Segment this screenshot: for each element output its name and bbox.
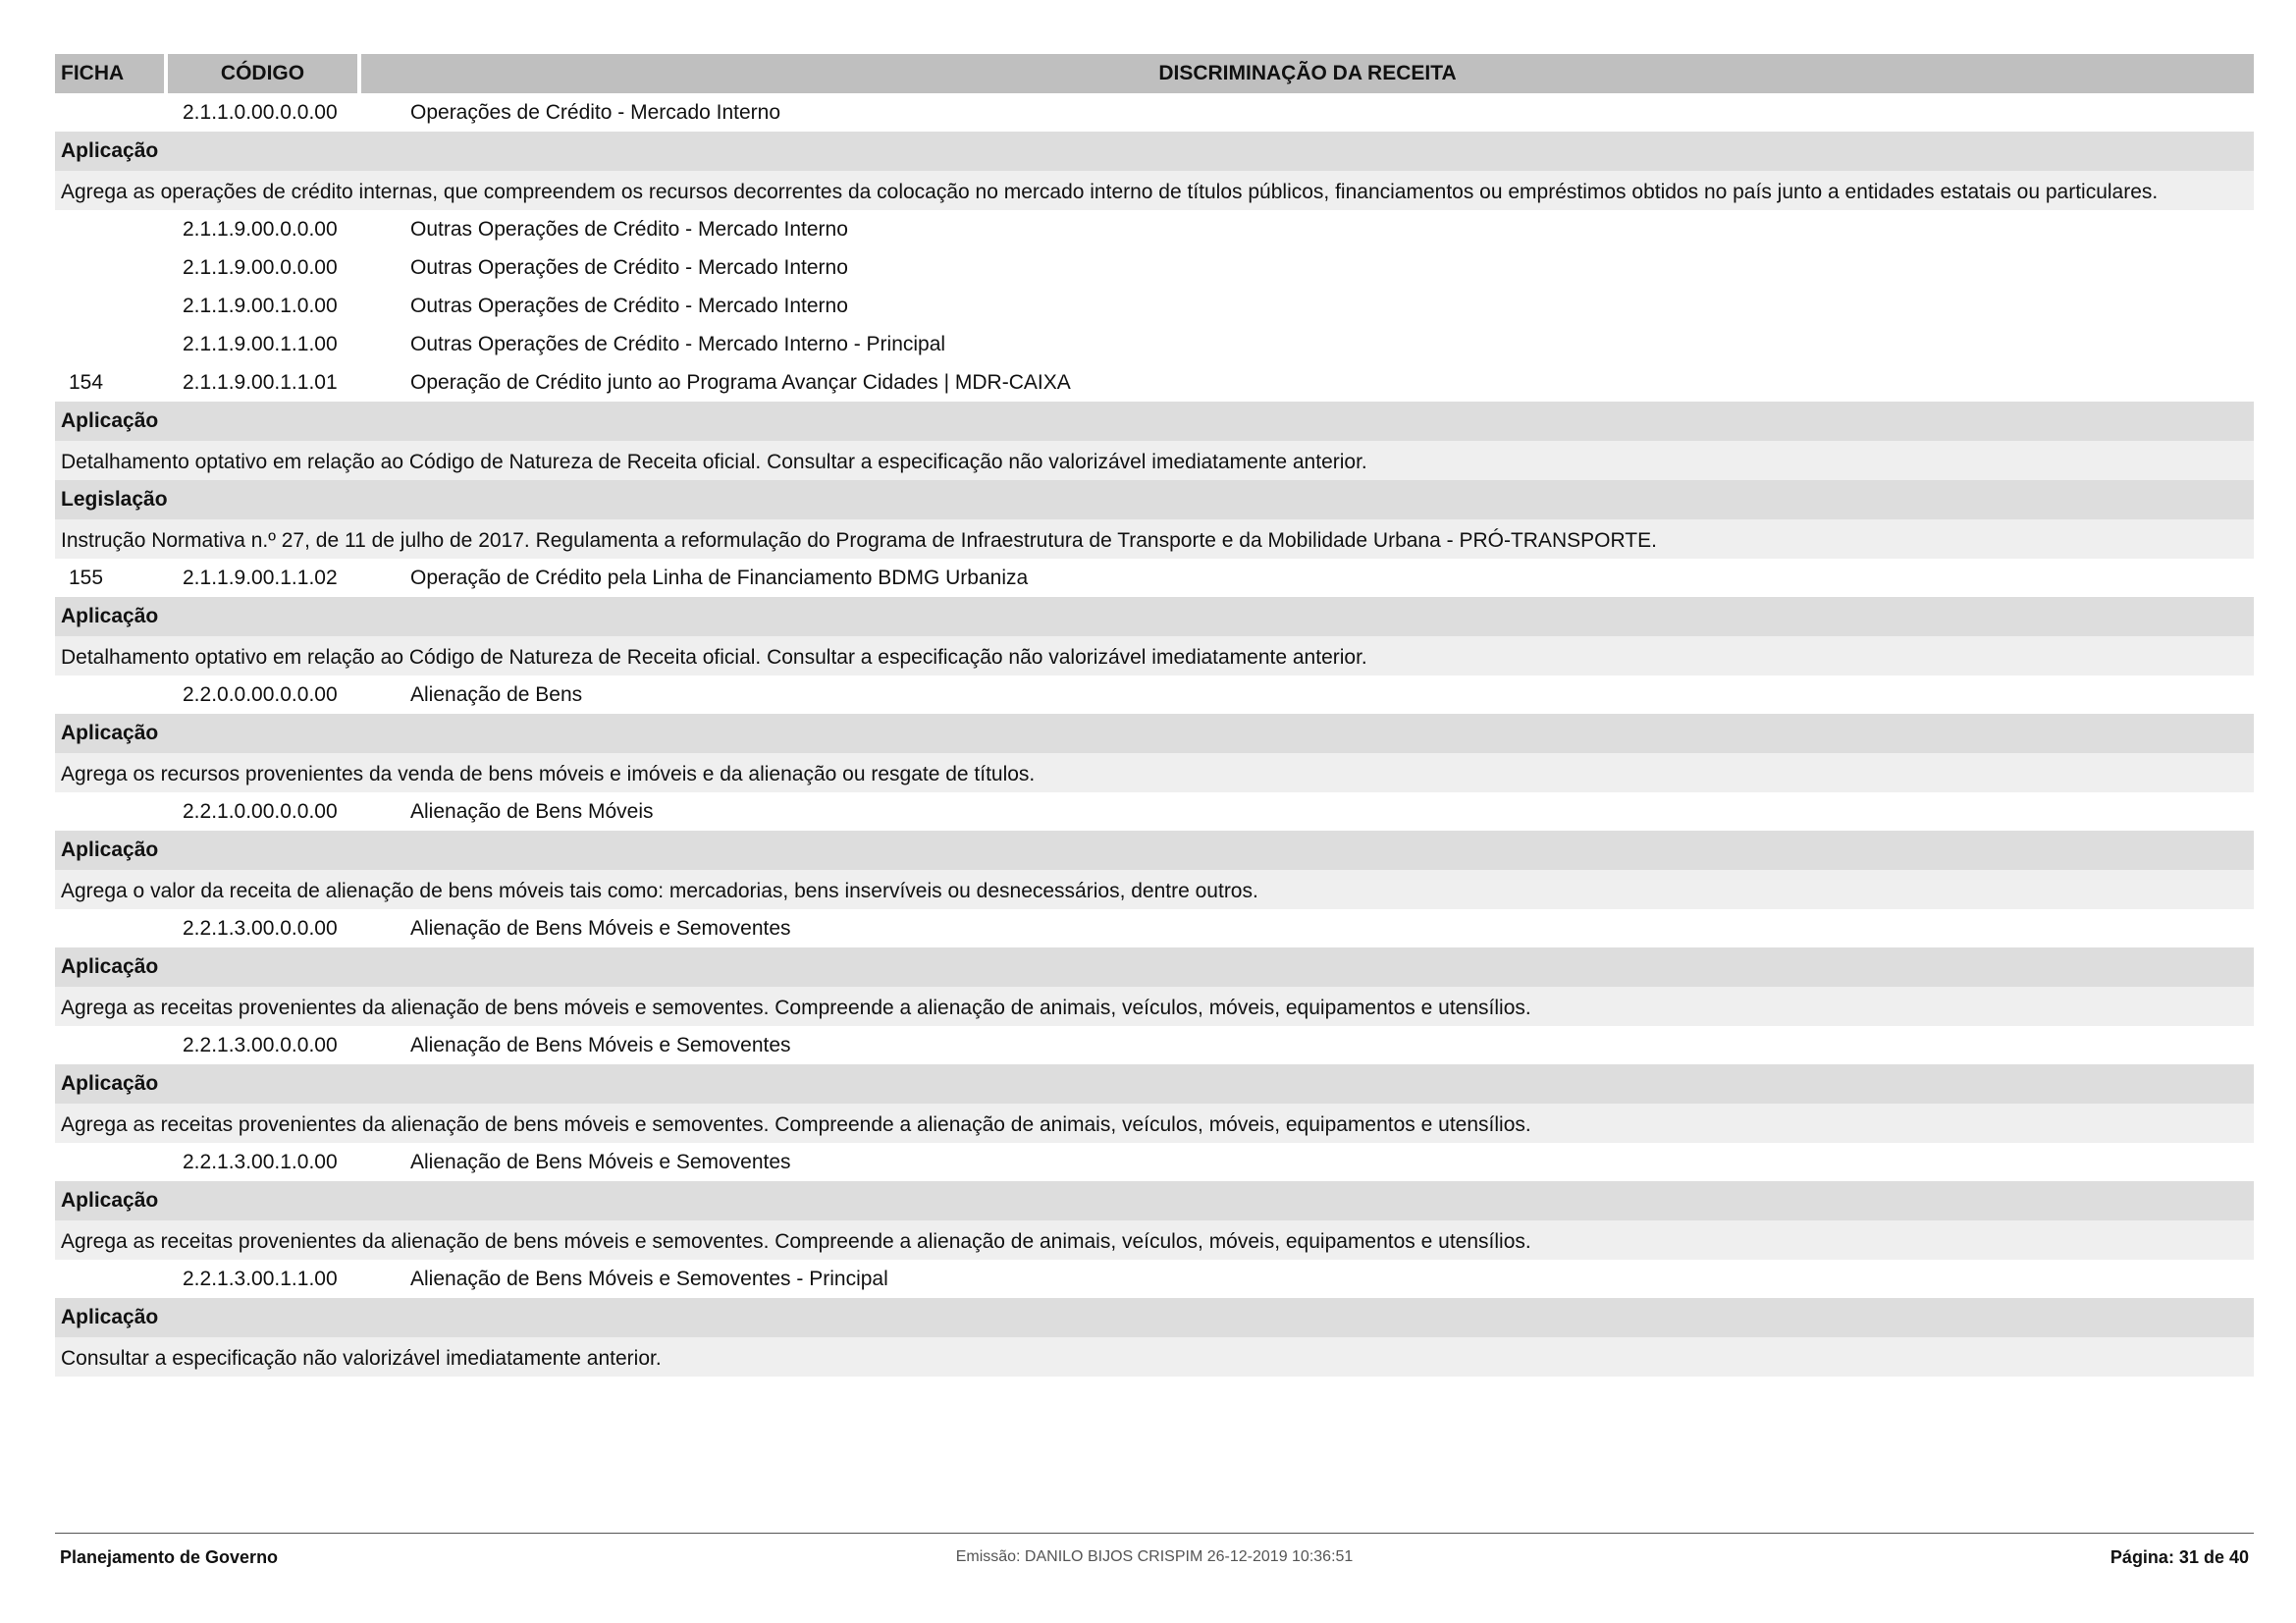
descricao-cell: Alienação de Bens Móveis [410, 799, 654, 823]
section-text: Consultar a especificação não valorizável imediatamente anterior. [55, 1337, 2254, 1377]
descricao-cell: Outras Operações de Crédito - Mercado Interno [410, 217, 848, 241]
codigo-cell: 2.1.1.0.00.0.0.00 [183, 100, 338, 124]
descricao-cell: Operações de Crédito - Mercado Interno [410, 100, 781, 124]
header-ficha: FICHA [55, 54, 164, 93]
table-row [55, 909, 2254, 947]
codigo-cell: 2.1.1.9.00.0.0.00 [183, 255, 338, 279]
table-row [55, 1026, 2254, 1064]
page-footer [60, 1542, 2249, 1572]
table-header [55, 54, 2254, 93]
table-row [55, 1260, 2254, 1298]
descricao-cell: Alienação de Bens Móveis e Semoventes [410, 916, 791, 940]
ficha-cell: 155 [69, 566, 104, 589]
section-label: Aplicação [55, 402, 2254, 441]
table-row [55, 559, 2254, 597]
section-text: Agrega as receitas provenientes da alienação de bens móveis e semoventes. Compreende a alienação de animais, veículos, móveis, equipamentos e utensílios. [55, 987, 2254, 1026]
footer-emission: Emissão: DANILO BIJOS CRISPIM 26-12-2019 10:36:51 [955, 1548, 1354, 1565]
codigo-cell: 2.1.1.9.00.1.1.00 [183, 332, 338, 355]
section-label: Aplicação [55, 132, 2254, 171]
codigo-cell: 2.1.1.9.00.1.1.01 [183, 370, 338, 394]
document-page [55, 54, 2254, 1377]
descricao-cell: Alienação de Bens Móveis e Semoventes [410, 1150, 791, 1173]
descricao-cell: Operação de Crédito junto ao Programa Avançar Cidades | MDR-CAIXA [410, 370, 1071, 394]
section-text: Agrega o valor da receita de alienação de bens móveis tais como: mercadorias, bens inservíveis ou desnecessários, dentre outros. [55, 870, 2254, 909]
table-row [55, 792, 2254, 831]
codigo-cell: 2.2.1.3.00.0.0.00 [183, 1033, 338, 1056]
footer-department: Planejamento de Governo [60, 1546, 279, 1567]
table-row [55, 1143, 2254, 1181]
ficha-cell: 154 [69, 370, 104, 394]
descricao-cell: Operação de Crédito pela Linha de Financiamento BDMG Urbaniza [410, 566, 1029, 589]
descricao-cell: Alienação de Bens Móveis e Semoventes - Principal [410, 1267, 888, 1290]
section-label: Aplicação [55, 1298, 2254, 1337]
table-body [55, 93, 2254, 1377]
descricao-cell: Outras Operações de Crédito - Mercado Interno - Principal [410, 332, 946, 355]
descricao-cell: Alienação de Bens [410, 682, 583, 706]
header-descricao: DISCRIMINAÇÃO DA RECEITA [361, 54, 2254, 93]
footer-page-number: Página: 31 de 40 [2109, 1546, 2249, 1567]
codigo-cell: 2.2.1.3.00.0.0.00 [183, 916, 338, 940]
section-text: Detalhamento optativo em relação ao Código de Natureza de Receita oficial. Consultar a especificação não valorizável imediatamente anterior. [55, 636, 2254, 676]
section-text: Agrega as operações de crédito internas, que compreendem os recursos decorrentes da colocação no mercado interno de títulos públicos, financiamentos ou empréstimos obtidos no país junto a entidades estatais ou particulares. [55, 171, 2254, 210]
table-row [55, 210, 2254, 248]
codigo-cell: 2.1.1.9.00.1.1.02 [183, 566, 338, 589]
descricao-cell: Alienação de Bens Móveis e Semoventes [410, 1033, 791, 1056]
table-row [55, 248, 2254, 287]
table-row [55, 325, 2254, 363]
descricao-cell: Outras Operações de Crédito - Mercado Interno [410, 294, 848, 317]
section-label: Aplicação [55, 714, 2254, 753]
header-codigo: CÓDIGO [168, 54, 357, 93]
section-label: Legislação [55, 480, 2254, 519]
section-label: Aplicação [55, 1064, 2254, 1104]
codigo-cell: 2.1.1.9.00.1.0.00 [183, 294, 338, 317]
descricao-cell: Outras Operações de Crédito - Mercado Interno [410, 255, 848, 279]
footer-divider [55, 1533, 2254, 1534]
section-label: Aplicação [55, 947, 2254, 987]
table-row [55, 93, 2254, 132]
table-row [55, 676, 2254, 714]
codigo-cell: 2.1.1.9.00.0.0.00 [183, 217, 338, 241]
table-row [55, 287, 2254, 325]
codigo-cell: 2.2.1.0.00.0.0.00 [183, 799, 338, 823]
section-label: Aplicação [55, 1181, 2254, 1220]
table-row [55, 363, 2254, 402]
section-text: Agrega os recursos provenientes da venda de bens móveis e imóveis e da alienação ou resgate de títulos. [55, 753, 2254, 792]
section-text: Agrega as receitas provenientes da alienação de bens móveis e semoventes. Compreende a alienação de animais, veículos, móveis, equipamentos e utensílios. [55, 1104, 2254, 1143]
section-label: Aplicação [55, 597, 2254, 636]
section-label: Aplicação [55, 831, 2254, 870]
codigo-cell: 2.2.1.3.00.1.0.00 [183, 1150, 338, 1173]
section-text: Agrega as receitas provenientes da alienação de bens móveis e semoventes. Compreende a alienação de animais, veículos, móveis, equipamentos e utensílios. [55, 1220, 2254, 1260]
codigo-cell: 2.2.0.0.00.0.0.00 [183, 682, 338, 706]
section-text: Instrução Normativa n.º 27, de 11 de julho de 2017. Regulamenta a reformulação do Programa de Infraestrutura de Transporte e da Mobilidade Urbana - PRÓ-TRANSPORTE. [55, 519, 2254, 559]
section-text: Detalhamento optativo em relação ao Código de Natureza de Receita oficial. Consultar a especificação não valorizável imediatamente anterior. [55, 441, 2254, 480]
codigo-cell: 2.2.1.3.00.1.1.00 [183, 1267, 338, 1290]
